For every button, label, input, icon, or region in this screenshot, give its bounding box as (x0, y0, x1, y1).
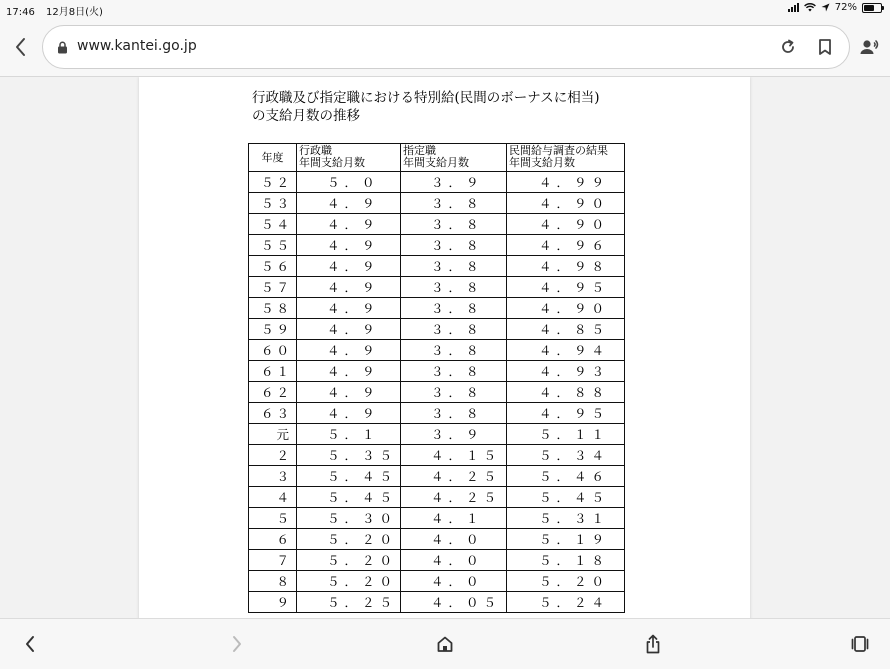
table-row (249, 445, 625, 466)
cell-fiscal-year: ５５ (249, 235, 297, 256)
tabs-icon (851, 635, 869, 653)
cell-designated-months: ４．０５ (401, 592, 507, 613)
cell-administrative-months: ４．９ (297, 403, 401, 424)
table-row (249, 592, 625, 613)
table-row (249, 487, 625, 508)
cell-designated-months: ３．８ (401, 340, 507, 361)
table-header-row (249, 144, 625, 172)
cell-administrative-months: ５．３０ (297, 508, 401, 529)
table-row (249, 235, 625, 256)
table-row (249, 193, 625, 214)
cell-private-months: ４．８５ (507, 319, 625, 340)
cell-designated-months: ４．０ (401, 529, 507, 550)
bottom-toolbar (0, 618, 890, 669)
cell-designated-months: ３．９ (401, 172, 507, 193)
browser-toolbar (0, 18, 890, 77)
header-fiscal-year: 年度 (249, 144, 297, 172)
cell-designated-months: ４．０ (401, 550, 507, 571)
cell-private-months: ５．４５ (507, 487, 625, 508)
cell-private-months: ４．９３ (507, 361, 625, 382)
cell-fiscal-year: ８ (249, 571, 297, 592)
table-row (249, 214, 625, 235)
cell-designated-months: ４．０ (401, 571, 507, 592)
address-bar[interactable] (42, 25, 850, 69)
cell-administrative-months: ４．９ (297, 193, 401, 214)
share-icon (645, 634, 661, 654)
cell-private-months: ５．２４ (507, 592, 625, 613)
cell-administrative-months: ４．９ (297, 382, 401, 403)
cell-private-months: ４．９０ (507, 193, 625, 214)
tabs-button[interactable] (845, 629, 875, 659)
cellular-signal-icon (788, 3, 799, 12)
table-row (249, 340, 625, 361)
table-row (249, 256, 625, 277)
cell-private-months: ５．１８ (507, 550, 625, 571)
cell-administrative-months: ４．９ (297, 361, 401, 382)
bookmark-button[interactable] (810, 32, 840, 62)
cell-fiscal-year: ５９ (249, 319, 297, 340)
reload-button[interactable] (773, 32, 803, 62)
url-text[interactable]: www.kantei.go.jp (77, 38, 197, 54)
cell-fiscal-year: ５ (249, 508, 297, 529)
cell-administrative-months: ５．４５ (297, 466, 401, 487)
table-row (249, 277, 625, 298)
cell-administrative-months: ５．２０ (297, 550, 401, 571)
cell-private-months: ４．９４ (507, 340, 625, 361)
cell-private-months: ４．９５ (507, 277, 625, 298)
cell-designated-months: ３．８ (401, 235, 507, 256)
status-bar (0, 0, 890, 18)
table-row (249, 466, 625, 487)
table-row (249, 319, 625, 340)
cell-private-months: ４．９９ (507, 172, 625, 193)
table-row (249, 571, 625, 592)
cell-administrative-months: ４．９ (297, 277, 401, 298)
cell-fiscal-year: ７ (249, 550, 297, 571)
page-viewport[interactable] (0, 77, 890, 618)
cell-administrative-months: ４．９ (297, 214, 401, 235)
cell-fiscal-year: 元 (249, 424, 297, 445)
table-row (249, 361, 625, 382)
document-page (139, 77, 750, 618)
cell-designated-months: ４．２５ (401, 487, 507, 508)
header-private-survey: 民間給与調査の結果 年間支給月数 (507, 144, 625, 172)
cell-private-months: ５．４６ (507, 466, 625, 487)
bookmark-icon (818, 38, 832, 56)
table-row (249, 298, 625, 319)
status-date: 12月8日(火) (46, 7, 103, 18)
cell-fiscal-year: ５２ (249, 172, 297, 193)
cell-administrative-months: ５．０ (297, 172, 401, 193)
nav-back-button[interactable] (15, 629, 45, 659)
cell-administrative-months: ５．２０ (297, 529, 401, 550)
cell-administrative-months: ４．９ (297, 319, 401, 340)
cell-designated-months: ３．８ (401, 382, 507, 403)
cell-fiscal-year: ３ (249, 466, 297, 487)
cell-private-months: ５．３４ (507, 445, 625, 466)
cell-designated-months: ４．２５ (401, 466, 507, 487)
cell-private-months: ４．９５ (507, 403, 625, 424)
cell-administrative-months: ５．４５ (297, 487, 401, 508)
cell-private-months: ５．１９ (507, 529, 625, 550)
cell-fiscal-year: ５７ (249, 277, 297, 298)
cell-fiscal-year: ６ (249, 529, 297, 550)
lock-icon (57, 41, 68, 54)
cell-fiscal-year: ５４ (249, 214, 297, 235)
title-line-2: の支給月数の推移 (252, 108, 360, 124)
header-administrative: 行政職 年間支給月数 (297, 144, 401, 172)
cell-administrative-months: ４．９ (297, 256, 401, 277)
cell-private-months: ５．１１ (507, 424, 625, 445)
cell-private-months: ４．９０ (507, 298, 625, 319)
wifi-icon (804, 3, 816, 12)
cell-fiscal-year: ６２ (249, 382, 297, 403)
cell-administrative-months: ５．２０ (297, 571, 401, 592)
cell-designated-months: ３．８ (401, 193, 507, 214)
cell-private-months: ４．８８ (507, 382, 625, 403)
arrow-back-icon (24, 635, 36, 653)
battery-icon (862, 3, 882, 13)
cell-private-months: ５．２０ (507, 571, 625, 592)
cell-designated-months: ３．８ (401, 214, 507, 235)
status-time: 17:46 (6, 7, 35, 18)
header-designated: 指定職 年間支給月数 (401, 144, 507, 172)
cell-designated-months: ３．８ (401, 298, 507, 319)
cell-administrative-months: ４．９ (297, 298, 401, 319)
cell-private-months: ５．３１ (507, 508, 625, 529)
chevron-left-icon (14, 37, 28, 57)
cell-fiscal-year: ５６ (249, 256, 297, 277)
cell-administrative-months: ５．１ (297, 424, 401, 445)
bonus-months-table (248, 143, 625, 613)
share-button[interactable] (638, 629, 668, 659)
cell-fiscal-year: ４ (249, 487, 297, 508)
cell-administrative-months: ５．３５ (297, 445, 401, 466)
location-arrow-icon (821, 3, 830, 12)
back-button[interactable] (6, 32, 36, 62)
home-icon (436, 635, 454, 653)
cell-designated-months: ４．１ (401, 508, 507, 529)
cell-designated-months: ３．８ (401, 319, 507, 340)
arrow-forward-icon (231, 635, 243, 653)
cell-administrative-months: ５．２５ (297, 592, 401, 613)
table-row (249, 424, 625, 445)
table-row (249, 550, 625, 571)
table-row (249, 403, 625, 424)
cell-designated-months: ３．８ (401, 277, 507, 298)
cell-administrative-months: ４．９ (297, 340, 401, 361)
home-button[interactable] (430, 629, 460, 659)
document-title (252, 89, 652, 125)
profile-button[interactable] (855, 32, 885, 62)
cell-fiscal-year: ６０ (249, 340, 297, 361)
cell-designated-months: ３．９ (401, 424, 507, 445)
battery-percent: 72% (834, 2, 857, 13)
nav-forward-button[interactable] (222, 629, 252, 659)
table-row (249, 172, 625, 193)
reload-icon (779, 38, 797, 56)
title-line-1: 行政職及び指定職における特別給(民間のボーナスに相当) (252, 90, 600, 106)
cell-private-months: ４．９６ (507, 235, 625, 256)
cell-fiscal-year: ５８ (249, 298, 297, 319)
cell-administrative-months: ４．９ (297, 235, 401, 256)
table-row (249, 508, 625, 529)
table-row (249, 529, 625, 550)
cell-fiscal-year: ６３ (249, 403, 297, 424)
profile-icon (859, 38, 881, 56)
cell-designated-months: ４．１５ (401, 445, 507, 466)
cell-designated-months: ３．８ (401, 361, 507, 382)
cell-designated-months: ３．８ (401, 256, 507, 277)
cell-fiscal-year: ９ (249, 592, 297, 613)
cell-designated-months: ３．８ (401, 403, 507, 424)
cell-fiscal-year: ２ (249, 445, 297, 466)
cell-private-months: ４．９８ (507, 256, 625, 277)
cell-fiscal-year: ５３ (249, 193, 297, 214)
table-row (249, 382, 625, 403)
cell-private-months: ４．９０ (507, 214, 625, 235)
cell-fiscal-year: ６１ (249, 361, 297, 382)
